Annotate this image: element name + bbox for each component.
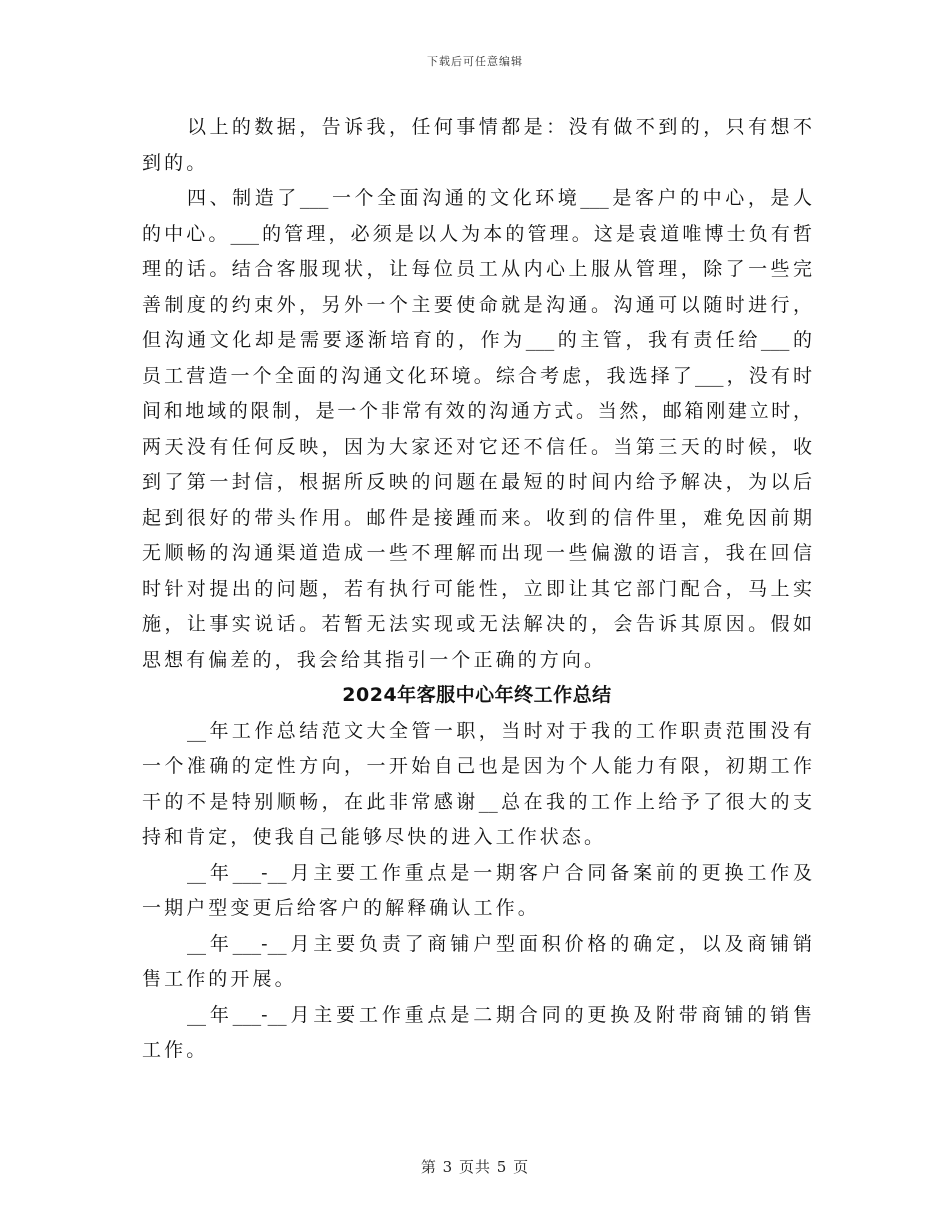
paragraph-line: __年___-__月主要工作重点是二期合同的更换及附带商铺的销售 (187, 1003, 812, 1026)
paragraph-line: 到的。 (142, 151, 209, 174)
paragraph-line: 的中心。___的管理，必须是以人为本的管理。这是袁道唯博士负有哲 (142, 222, 812, 245)
paragraph-line: 思想有偏差的，我会给其指引一个正确的方向。 (142, 648, 607, 671)
paragraph-line: 善制度的约束外，另外一个主要使命就是沟通。沟通可以随时进行， (142, 293, 812, 316)
paragraph-line: 到了第一封信，根据所反映的问题在最短的时间内给予解决，为以后 (142, 471, 812, 493)
paragraph-line: 以上的数据，告诉我，任何事情都是：没有做不到的，只有想不 (187, 116, 812, 138)
paragraph-line: 时针对提出的问题，若有执行可能性，立即让其它部门配合，马上实 (142, 577, 812, 600)
paragraph-line: 干的不是特别顺畅，在此非常感谢__总在我的工作上给予了很大的支 (142, 790, 812, 813)
paragraph-line: 员工营造一个全面的沟通文化环境。综合考虑，我选择了___，没有时 (142, 364, 812, 387)
paragraph-line: 起到很好的带头作用。邮件是接踵而来。收到的信件里，难免因前期 (142, 506, 812, 529)
paragraph-line: 理的话。结合客服现状，让每位员工从内心上服从管理，除了一些完 (142, 258, 812, 280)
paragraph-line: 施，让事实说话。若暂无法实现或无法解决的，会告诉其原因。假如 (142, 613, 812, 635)
paragraph-line: 一个准确的定性方向，一开始自己也是因为个人能力有限，初期工作 (142, 755, 812, 777)
document-body (142, 110, 812, 1069)
paragraph-line: __年工作总结范文大全管一职，当时对于我的工作职责范围没有 (187, 719, 812, 742)
paragraph-line: 售工作的开展。 (142, 968, 297, 990)
paragraph-line: 间和地域的限制，是一个非常有效的沟通方式。当然，邮箱刚建立时， (142, 400, 812, 422)
paragraph-line: 四、制造了___一个全面沟通的文化环境___是客户的中心，是人 (187, 187, 812, 209)
paragraph-line: __年___-__月主要工作重点是一期客户合同备案前的更换工作及 (187, 861, 812, 884)
section-title: 2024年客服中心年终工作总结 (342, 684, 612, 706)
paragraph-line: 无顺畅的沟通渠道造成一些不理解而出现一些偏激的语言，我在回信 (142, 542, 812, 564)
paragraph-line: 但沟通文化却是需要逐渐培育的，作为___的主管，我有责任给___的 (142, 329, 812, 351)
paragraph-line: __年___-__月主要负责了商铺户型面积价格的确定，以及商铺销 (187, 932, 812, 955)
paragraph-line: 工作。 (142, 1039, 209, 1061)
paragraph-line: 持和肯定，使我自己能够尽快的进入工作状态。 (142, 826, 607, 848)
page-footer: 第 3 页共 5 页 (420, 1158, 530, 1176)
page-header: 下载后可任意编辑 (427, 55, 523, 68)
paragraph-line: 两天没有任何反映，因为大家还对它还不信任。当第三天的时候，收 (142, 435, 812, 458)
paragraph-line: 一期户型变更后给客户的解释确认工作。 (142, 897, 540, 919)
